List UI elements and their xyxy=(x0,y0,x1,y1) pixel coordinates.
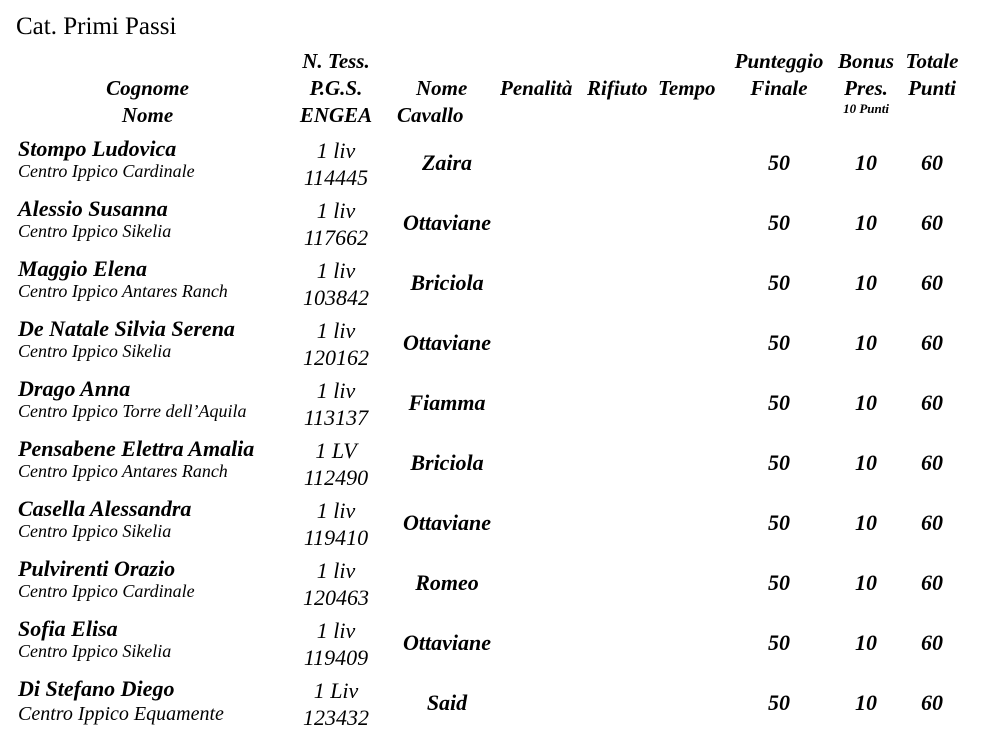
rider-cell xyxy=(18,376,247,422)
header-tempo: Tempo xyxy=(658,76,716,100)
rider-name: De Natale Silvia Serena xyxy=(18,316,235,341)
horse-name: Romeo xyxy=(415,570,479,595)
header-bonus-line1: Bonus xyxy=(837,49,895,73)
rider-club: Centro Ippico Equamente xyxy=(18,703,224,725)
tessera-number: 113137 xyxy=(303,405,369,430)
table-row xyxy=(0,374,990,434)
table-row xyxy=(0,494,990,554)
tessera-cell xyxy=(291,437,381,491)
final-score: 50 xyxy=(768,270,790,295)
rider-name: Maggio Elena xyxy=(18,256,147,281)
rider-cell xyxy=(18,616,171,662)
tessera-number: 112490 xyxy=(303,465,369,490)
tessera-cell xyxy=(291,617,381,671)
tessera-number: 103842 xyxy=(303,285,369,310)
header-totale-line1: Totale xyxy=(905,49,959,73)
bonus-score: 10 xyxy=(855,690,877,715)
rider-name: Pulvirenti Orazio xyxy=(18,556,176,581)
rider-level: 1 liv xyxy=(316,138,356,163)
rider-level: 1 Liv xyxy=(313,678,359,703)
total-score: 60 xyxy=(921,210,943,235)
tessera-cell xyxy=(291,557,381,611)
header-cavallo-line2: Cavallo xyxy=(397,103,464,127)
rider-level: 1 liv xyxy=(316,378,356,403)
horse-name: Ottaviane xyxy=(403,510,491,535)
final-score: 50 xyxy=(768,450,790,475)
rider-level: 1 liv xyxy=(316,258,356,283)
header-tessera xyxy=(286,48,386,129)
rider-name: Pensabene Elettra Amalia xyxy=(18,436,255,461)
header-totale xyxy=(900,48,964,102)
header-cognome-nome xyxy=(90,75,205,129)
total-score: 60 xyxy=(921,690,943,715)
tessera-cell xyxy=(291,317,381,371)
rider-cell xyxy=(18,256,228,302)
header-bonus xyxy=(832,48,900,116)
rider-name: Sofia Elisa xyxy=(18,616,118,641)
rider-cell xyxy=(18,316,235,362)
header-cavallo xyxy=(397,75,467,129)
horse-name: Ottaviane xyxy=(403,630,491,655)
bonus-score: 10 xyxy=(855,630,877,655)
rider-club: Centro Ippico Sikelia xyxy=(18,521,172,541)
rider-club: Centro Ippico Torre dell’Aquila xyxy=(18,401,247,421)
bonus-score: 10 xyxy=(855,270,877,295)
total-score: 60 xyxy=(921,630,943,655)
rider-name: Alessio Susanna xyxy=(18,196,168,221)
total-score: 60 xyxy=(921,330,943,355)
final-score: 50 xyxy=(768,630,790,655)
total-score: 60 xyxy=(921,510,943,535)
horse-name: Fiamma xyxy=(408,390,486,415)
final-score: 50 xyxy=(768,570,790,595)
table-row xyxy=(0,554,990,614)
header-punteggio xyxy=(727,48,831,102)
final-score: 50 xyxy=(768,210,790,235)
rider-club: Centro Ippico Antares Ranch xyxy=(18,461,228,481)
total-score: 60 xyxy=(921,570,943,595)
total-score: 60 xyxy=(921,390,943,415)
final-score: 50 xyxy=(768,690,790,715)
rider-club: Centro Ippico Cardinale xyxy=(18,161,195,181)
bonus-score: 10 xyxy=(855,330,877,355)
tessera-number: 119410 xyxy=(303,525,369,550)
rider-level: 1 liv xyxy=(316,198,356,223)
rider-club: Centro Ippico Sikelia xyxy=(18,341,172,361)
horse-name: Ottaviane xyxy=(403,210,491,235)
rider-level: 1 liv xyxy=(316,318,356,343)
table-row xyxy=(0,614,990,674)
rider-level: 1 liv xyxy=(316,558,356,583)
tessera-number: 117662 xyxy=(303,225,369,250)
final-score: 50 xyxy=(768,150,790,175)
tessera-number: 120463 xyxy=(303,585,369,610)
tessera-number: 123432 xyxy=(303,705,369,730)
horse-name: Briciola xyxy=(410,270,484,295)
rider-level: 1 LV xyxy=(315,438,357,463)
header-nome: Nome xyxy=(121,103,174,127)
rider-cell xyxy=(18,136,195,182)
tessera-cell xyxy=(291,197,381,251)
final-score: 50 xyxy=(768,390,790,415)
total-score: 60 xyxy=(921,270,943,295)
rider-cell xyxy=(18,556,195,602)
table-row xyxy=(0,314,990,374)
rider-club: Centro Ippico Sikelia xyxy=(18,221,172,241)
bonus-score: 10 xyxy=(855,510,877,535)
tessera-number: 120162 xyxy=(303,345,369,370)
rider-name: Stompo Ludovica xyxy=(18,136,177,161)
horse-name: Briciola xyxy=(410,450,484,475)
table-row xyxy=(0,674,990,734)
rider-name: Casella Alessandra xyxy=(18,496,192,521)
bonus-score: 10 xyxy=(855,150,877,175)
tessera-number: 114445 xyxy=(303,165,369,190)
bonus-score: 10 xyxy=(855,210,877,235)
total-score: 60 xyxy=(921,150,943,175)
header-punteggio-line2: Finale xyxy=(750,76,808,100)
rider-club: Centro Ippico Cardinale xyxy=(18,581,195,601)
results-table xyxy=(0,134,990,734)
tessera-cell xyxy=(291,497,381,551)
table-row xyxy=(0,134,990,194)
header-cognome: Cognome xyxy=(106,76,189,100)
header-bonus-note: 10 Punti xyxy=(843,101,889,116)
horse-name: Said xyxy=(426,690,468,715)
header-bonus-line2: Pres. xyxy=(844,76,888,100)
tessera-number: 119409 xyxy=(303,645,369,670)
tessera-cell xyxy=(291,137,381,191)
header-tessera-line3: ENGEA xyxy=(299,103,373,127)
rider-name: Di Stefano Diego xyxy=(18,676,175,701)
header-tessera-line1: N. Tess. xyxy=(302,49,370,73)
tessera-cell xyxy=(291,377,381,431)
rider-cell xyxy=(18,196,171,242)
header-penalita: Penalità xyxy=(500,76,573,100)
horse-name: Zaira xyxy=(421,150,473,175)
rider-club: Centro Ippico Sikelia xyxy=(18,641,172,661)
final-score: 50 xyxy=(768,330,790,355)
final-score: 50 xyxy=(768,510,790,535)
tessera-cell xyxy=(291,257,381,311)
header-tessera-line2: P.G.S. xyxy=(309,76,363,100)
tessera-cell xyxy=(291,677,381,731)
total-score: 60 xyxy=(921,450,943,475)
horse-name: Ottaviane xyxy=(403,330,491,355)
table-row xyxy=(0,194,990,254)
rider-cell xyxy=(18,436,254,482)
rider-level: 1 liv xyxy=(316,618,356,643)
header-cavallo-line1: Nome xyxy=(416,76,468,100)
header-rifiuto: Rifiuto xyxy=(587,76,648,100)
bonus-score: 10 xyxy=(855,450,877,475)
page-title: Cat. Primi Passi xyxy=(16,13,177,40)
rider-cell xyxy=(18,496,191,542)
header-punteggio-line1: Punteggio xyxy=(734,49,824,73)
table-row xyxy=(0,254,990,314)
bonus-score: 10 xyxy=(855,390,877,415)
bonus-score: 10 xyxy=(855,570,877,595)
rider-level: 1 liv xyxy=(316,498,356,523)
table-row xyxy=(0,434,990,494)
rider-club: Centro Ippico Antares Ranch xyxy=(18,281,228,301)
rider-cell xyxy=(18,676,224,725)
rider-name: Drago Anna xyxy=(18,376,131,401)
header-totale-line2: Punti xyxy=(908,76,956,100)
